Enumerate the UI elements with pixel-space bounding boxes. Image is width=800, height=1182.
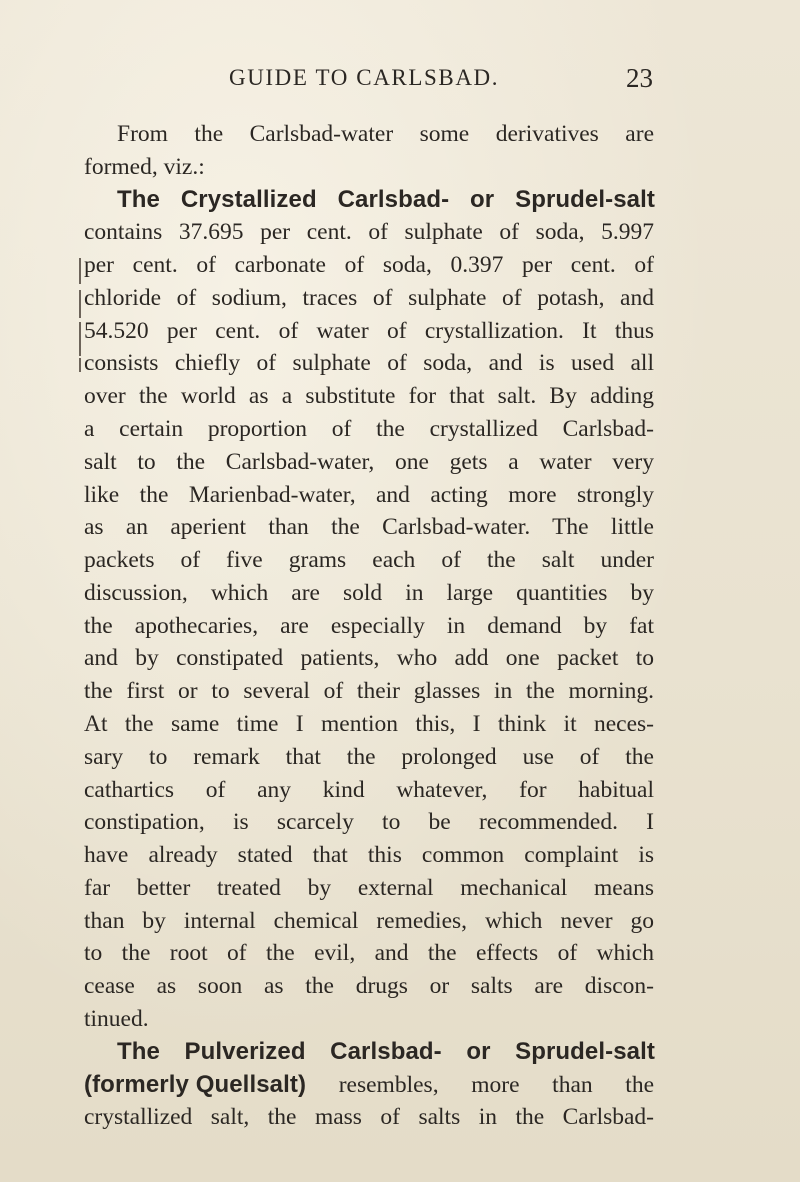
- section-heading: The Pulverized Carlsbad- or Sprudel-salt: [117, 1038, 655, 1065]
- text-line: have already stated that this common complaint is: [84, 842, 654, 868]
- text-line: salt to the Carlsbad-water, one gets a water very: [84, 449, 654, 475]
- text-line: sary to remark that the prolonged use of the: [84, 744, 654, 770]
- text-line: [84, 1068, 654, 1102]
- text-line: cathartics of any kind whatever, for habitual: [84, 777, 654, 803]
- text-line: over the world as a substitute for that salt. By adding: [84, 383, 654, 409]
- heading-continuation: (formerly Quellsalt): [84, 1071, 307, 1098]
- running-title: GUIDE TO CARLSBAD.: [229, 65, 500, 90]
- text-line: From the Carlsbad-water some derivatives are: [117, 121, 654, 147]
- text-line: formed, viz.:: [84, 154, 205, 180]
- text-line: the first or to several of their glasses in the morning.: [84, 678, 654, 704]
- text-line: discussion, which are sold in large quantities by: [84, 580, 654, 606]
- margin-mark: [79, 290, 81, 318]
- margin-mark: [79, 358, 81, 372]
- text-line: contains 37.695 per cent. of sulphate of soda, 5.997: [84, 219, 654, 245]
- margin-mark: [79, 322, 81, 356]
- text-line: than by internal chemical remedies, which never go: [84, 908, 654, 934]
- text-run: resembles, more than the: [306, 1072, 654, 1098]
- text-line: tinued.: [84, 1006, 149, 1032]
- section-heading: The Crystallized Carlsbad- or Sprudel-salt: [117, 186, 655, 213]
- text-line: per cent. of carbonate of soda, 0.397 per cent. of: [84, 252, 654, 278]
- text-line: crystallized salt, the mass of salts in the Carlsbad-: [84, 1104, 654, 1130]
- text-line: far better treated by external mechanical means: [84, 875, 654, 901]
- text-line: 54.520 per cent. of water of crystallization. It thus: [84, 318, 654, 344]
- text-line: At the same time I mention this, I think it neces-: [84, 711, 654, 737]
- text-line: and by constipated patients, who add one packet to: [84, 645, 654, 671]
- text-line: the apothecaries, are especially in demand by fat: [84, 613, 654, 639]
- text-line: consists chiefly of sulphate of soda, and is used all: [84, 350, 654, 376]
- text-line: to the root of the evil, and the effects of which: [84, 940, 654, 966]
- margin-mark: [79, 258, 81, 284]
- text-line: constipation, is scarcely to be recommended. I: [84, 809, 654, 835]
- text-line: cease as soon as the drugs or salts are discon-: [84, 973, 654, 999]
- text-line: chloride of sodium, traces of sulphate of potash, and: [84, 285, 654, 311]
- text-line: packets of five grams each of the salt under: [84, 547, 654, 573]
- text-line: like the Marienbad-water, and acting more strongly: [84, 482, 654, 508]
- running-head: [229, 58, 653, 98]
- text-line: a certain proportion of the crystallized Carlsbad-: [84, 416, 654, 442]
- page-number: 23: [626, 63, 653, 93]
- text-line: as an aperient than the Carlsbad-water. The little: [84, 514, 654, 540]
